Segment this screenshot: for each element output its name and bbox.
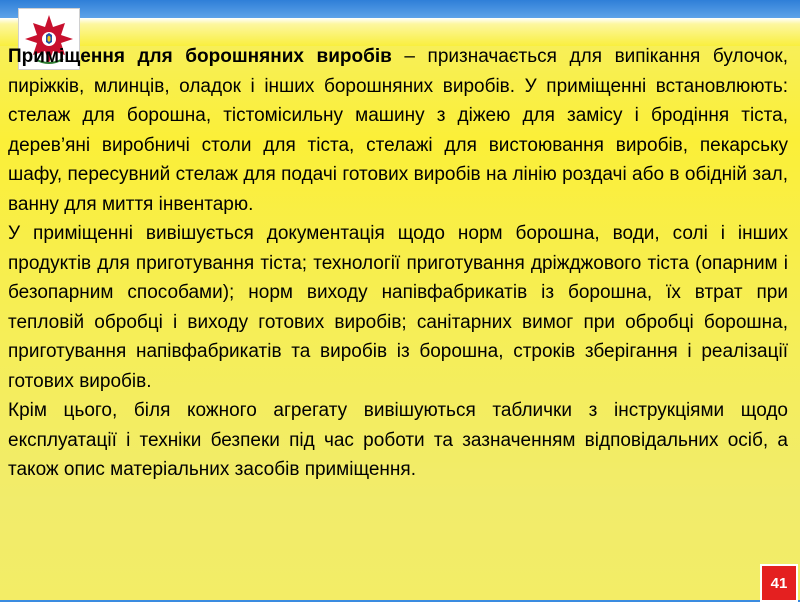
paragraph-3: Крім цього, біля кожного агрегату вивішуються таблички з інструкціями щодо експлуатації і техніки безпеки під час роботи та зазначенням відповідальних осіб, а також опис матеріальних засобів приміщення. — [8, 400, 788, 480]
paragraph-1-text: – призначається для випікання булочок, пиріжків, млинців, оладок і інших борошняних виробів. У приміщенні встановлюють: стелаж для борошна, тістомісильну машину з діжею для замісу і бродіння тіста, дерев’яні виробничі столи для тіста, стелажі для вистоювання виробів, пекарську шафу, пересувний стелаж для подачі готових виробів на лінію роздачі або в обідній зал, ванну для миття інвентарю. — [8, 46, 788, 215]
slide-body — [8, 42, 788, 485]
page-number-badge: 41 — [760, 564, 798, 602]
paragraph-2: У приміщенні вивішується документація щодо норм борошна, води, солі і інших продуктів для приготування тіста; технології приготування дріжджового тіста (опарним і безопарним способами); норм виходу напівфабрикатів із борошна, їх втрат при тепловій обробці і виходу готових виробів; санітарних вимог при обробці борошна, приготування напівфабрикатів та виробів із борошна, строків зберігання і реалізації готових виробів. — [8, 223, 788, 392]
top-blue-band — [0, 0, 800, 18]
section-title: Приміщення для борошняних виробів — [8, 46, 392, 67]
paragraph-1 — [8, 42, 788, 219]
